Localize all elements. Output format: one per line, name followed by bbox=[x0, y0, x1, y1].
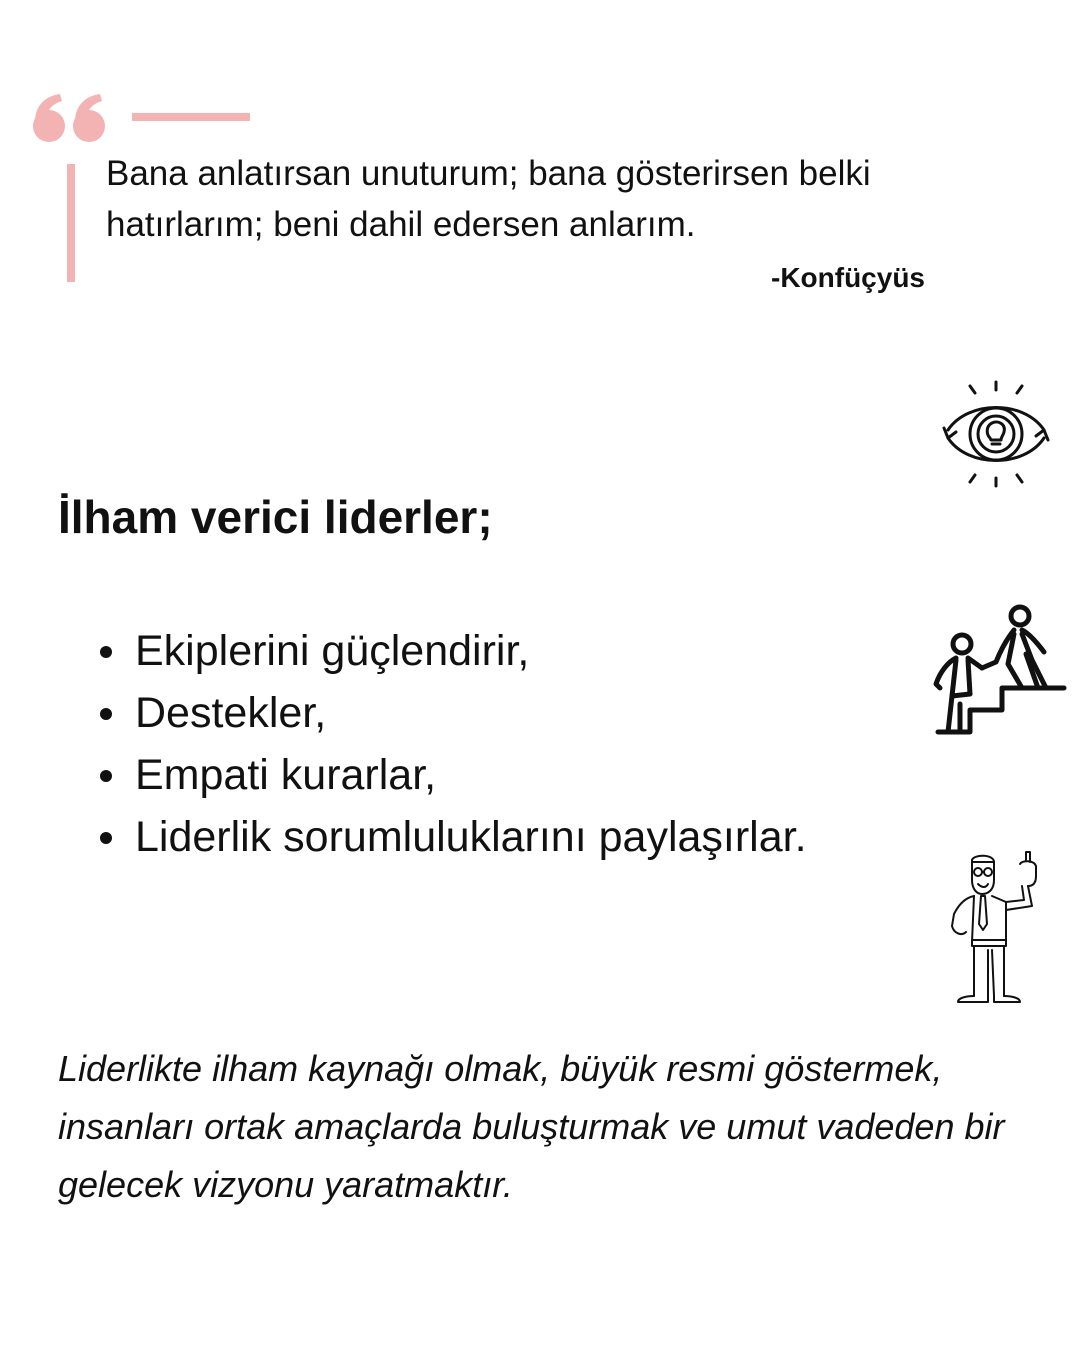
list-item-text: Liderlik sorumluluklarını paylaşırlar. bbox=[135, 813, 807, 861]
list-item bbox=[100, 806, 807, 868]
bullet-icon bbox=[100, 646, 112, 658]
list-item bbox=[100, 620, 807, 682]
list-item bbox=[100, 682, 807, 744]
quote-icon bbox=[32, 92, 112, 144]
footer-paragraph: Liderlikte ilham kaynağı olmak, büyük resmi göstermek, insanları ortak amaçlarda buluşturmak ve umut vadeden bir gelecek vizyonu yaratmaktır. bbox=[58, 1048, 1005, 1205]
bullet-icon bbox=[100, 832, 112, 844]
list-item-text: Destekler, bbox=[135, 689, 327, 737]
list-item-text: Empati kurarlar, bbox=[135, 751, 437, 799]
list-item bbox=[100, 744, 807, 806]
helping-hand-icon bbox=[926, 604, 1068, 738]
page-heading: İlham verici liderler; bbox=[58, 491, 493, 543]
businessman-idea-icon bbox=[944, 850, 1044, 1010]
quote-accent-line bbox=[132, 113, 250, 121]
quote-author: -Konfüçyüs bbox=[771, 262, 925, 293]
bullet-icon bbox=[100, 770, 112, 782]
quote-accent-bar bbox=[67, 164, 75, 282]
leader-traits-list bbox=[100, 620, 807, 868]
eye-lightbulb-icon bbox=[940, 378, 1052, 490]
quote-text: Bana anlatırsan unuturum; bana gösterirsen belki hatırlarım; beni dahil edersen anlarım. bbox=[106, 154, 871, 244]
bullet-icon bbox=[100, 708, 112, 720]
list-item-text: Ekiplerini güçlendirir, bbox=[135, 627, 530, 675]
